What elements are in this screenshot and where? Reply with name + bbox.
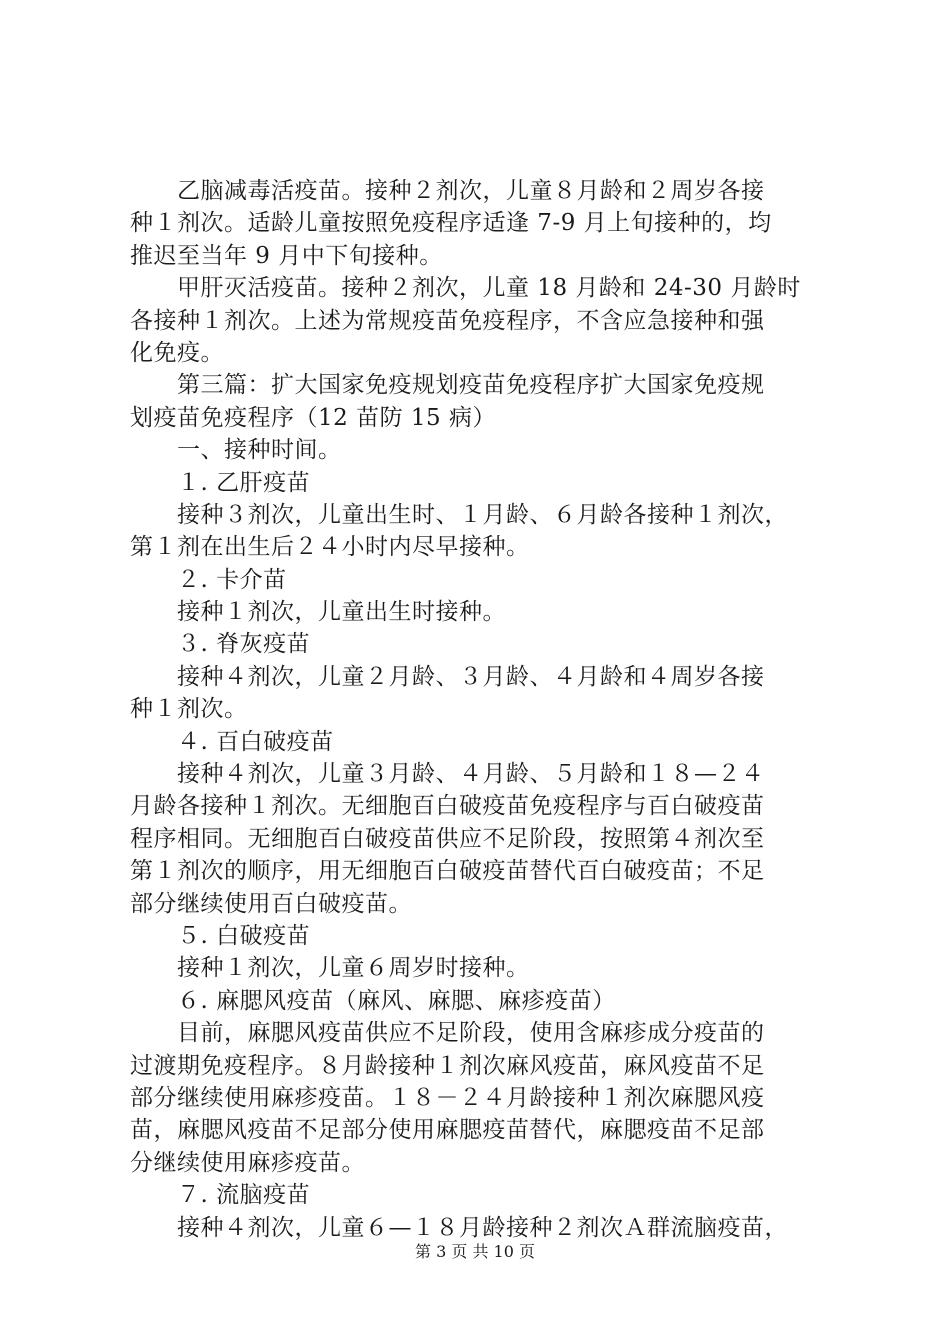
text-line: 种１剂次。	[130, 696, 248, 723]
text-line: 各接种１剂次。上述为常规疫苗免疫程序，不含应急接种和强	[130, 307, 765, 334]
text-line: 苗，麻腮风疫苗不足部分使用麻腮疫苗替代，麻腮疫苗不足部	[130, 1117, 765, 1144]
text-line: 接种４剂次，儿童２月龄、３月龄、４月龄和４周岁各接	[130, 663, 765, 690]
vaccine-heading: ７. 流脑疫苗	[130, 1182, 311, 1209]
vaccine-heading: ４. 百白破疫苗	[130, 728, 334, 755]
text-line: 目前，麻腮风疫苗供应不足阶段，使用含麻疹成分疫苗的	[130, 1020, 765, 1047]
text-line: 接种１剂次，儿童出生时接种。	[130, 599, 506, 626]
vaccine-heading: ５. 白破疫苗	[130, 922, 311, 949]
text-line: 种１剂次。适龄儿童按照免疫程序适逢 7-9 月上旬接种的，均	[130, 210, 772, 237]
text-line: 推迟至当年 9 月中下旬接种。	[130, 242, 443, 269]
text-line: 第１剂次的顺序，用无细胞百白破疫苗替代百白破疫苗；不足	[130, 858, 765, 885]
text-line: 分继续使用麻疹疫苗。	[130, 1149, 365, 1176]
document-body	[130, 175, 835, 1244]
vaccine-heading: ２. 卡介苗	[130, 566, 287, 593]
vaccine-heading: ３. 脊灰疫苗	[130, 631, 311, 658]
section-heading: 第三篇：扩大国家免疫规划疫苗免疫程序扩大国家免疫规	[130, 372, 765, 399]
text-line: 程序相同。无细胞百白破疫苗供应不足阶段，按照第４剂次至	[130, 825, 765, 852]
text-line: 乙脑减毒活疫苗。接种２剂次，儿童８月龄和２周岁各接	[130, 178, 765, 204]
subsection-heading: 一、接种时间。	[130, 437, 342, 464]
text-line: 接种４剂次，儿童６—１８月龄接种２剂次Ａ群流脑疫苗，	[130, 1214, 788, 1241]
vaccine-heading: ６. 麻腮风疫苗（麻风、麻腮、麻疹疫苗）	[130, 987, 616, 1014]
text-line: 化免疫。	[130, 339, 224, 366]
vaccine-heading: １. 乙肝疫苗	[130, 469, 311, 496]
text-line: 第１剂在出生后２４小时内尽早接种。	[130, 534, 530, 561]
text-line: 月龄各接种１剂次。无细胞百白破疫苗免疫程序与百白破疫苗	[130, 793, 765, 820]
text-line: 接种３剂次，儿童出生时、１月龄、６月龄各接种１剂次，	[130, 501, 788, 528]
page-number-footer: 第 3 页 共 10 页	[415, 1242, 535, 1261]
text-line: 接种１剂次，儿童６周岁时接种。	[130, 955, 530, 982]
text-line: 部分继续使用麻疹疫苗。１８－２４月龄接种１剂次麻腮风疫	[130, 1084, 765, 1111]
text-line: 甲肝灭活疫苗。接种２剂次，儿童 18 月龄和 24-30 月龄时	[130, 275, 801, 302]
text-line: 部分继续使用百白破疫苗。	[130, 890, 412, 917]
section-heading: 划疫苗免疫程序（12 苗防 15 病）	[130, 404, 496, 431]
text-line: 接种４剂次，儿童３月龄、４月龄、５月龄和１８—２４	[130, 761, 765, 788]
text-line: 过渡期免疫程序。８月龄接种１剂次麻风疫苗，麻风疫苗不足	[130, 1052, 765, 1079]
